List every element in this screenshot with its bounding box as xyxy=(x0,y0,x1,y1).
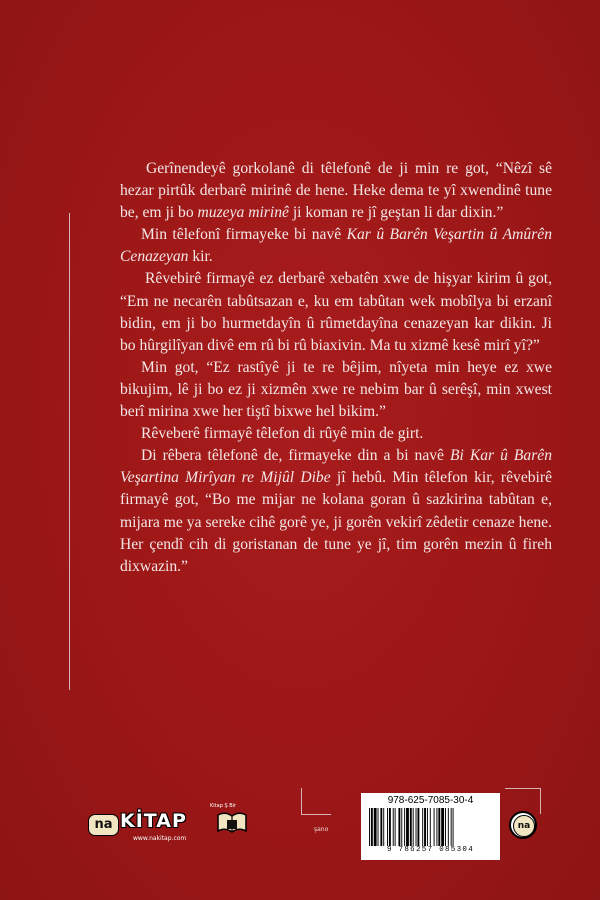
barcode-bars xyxy=(369,808,492,846)
paragraph-4: Min got, “Ez rastîyê ji te re bêjim, nîyeta min heye ez xwe bikujim, lê ji bo ez ji xizmên xwe re nebim bar û serêşî, min xwest berî mirina xwe her tiştî bixwe hel bikim.” xyxy=(120,358,552,421)
open-book-icon xyxy=(216,807,248,837)
paragraph-6: Di rêbera têlefonê de, firmayeke din a bi navê Bi Kar û Barên Veşartina Mirîyan re Mijûl Dibe jî hebû. Min têlefon kir, rêvebirê firmayê got, “Bo me mijar ne kolana goran û sazkirina tabûtan e, mijara me ya sereke cihê gorê ye, ji gorên vekirî zêdetir cenaze hene. Her çendî cih di goristanan de tune ye jî, tim gorên mezin û fireh dixwazin.” xyxy=(120,447,552,575)
corner-line-right-top xyxy=(505,788,540,789)
left-vertical-rule xyxy=(69,213,70,690)
publisher-tagline: Kitap Ş Bir xyxy=(210,803,237,809)
publisher-url: www.nakitap.com xyxy=(133,835,187,842)
publisher-logo xyxy=(88,803,250,845)
paragraph-3: Rêvebirê firmayê ez derbarê xebatên xwe de hişyar kirim û got, “Em ne necarên tabûtsazan e, ku em tabûtan wek mobîlya bi erzanî bidin, em ji bo hurmetdayîn û rûmetdayîna cenazeyan kar dikin. Ji bo hûrgilîyan divê em rû bi rû biaxivin. Ma tu xizmê kesê mirî yî?” xyxy=(120,270,552,354)
corner-line-right-side xyxy=(540,788,541,814)
isbn-number: 978-625-7085-30-4 xyxy=(387,795,474,806)
corner-line-vertical xyxy=(301,788,302,814)
paragraph-1: Gerînendeyê gorkolanê di têlefonê de ji min re got, “Nêzî sê hezar pirtûk derbarê mirinê de hene. Heke dema te yî xwendinê tune be, em ji bo muzeya mirinê ji koman re jî geştan li dar dixin.” xyxy=(120,160,552,222)
publisher-name: KİTAP xyxy=(120,810,187,832)
sano-label: şano xyxy=(314,826,329,833)
circle-logo xyxy=(509,811,537,839)
publisher-badge: na xyxy=(88,814,119,836)
isbn-barcode xyxy=(361,793,500,860)
paragraph-5: Rêveberê firmayê têlefon di rûyê min de girt. xyxy=(141,425,424,443)
corner-line-horizontal xyxy=(301,814,331,815)
blurb-text xyxy=(120,158,552,578)
paragraph-2: Min têlefonî firmayeke bi navê Kar û Barên Veşartin û Amûrên Cenazeyan kir. xyxy=(120,226,552,266)
circle-logo-text: na xyxy=(513,815,535,837)
barcode-digits: 9 786257 085304 xyxy=(386,846,474,854)
